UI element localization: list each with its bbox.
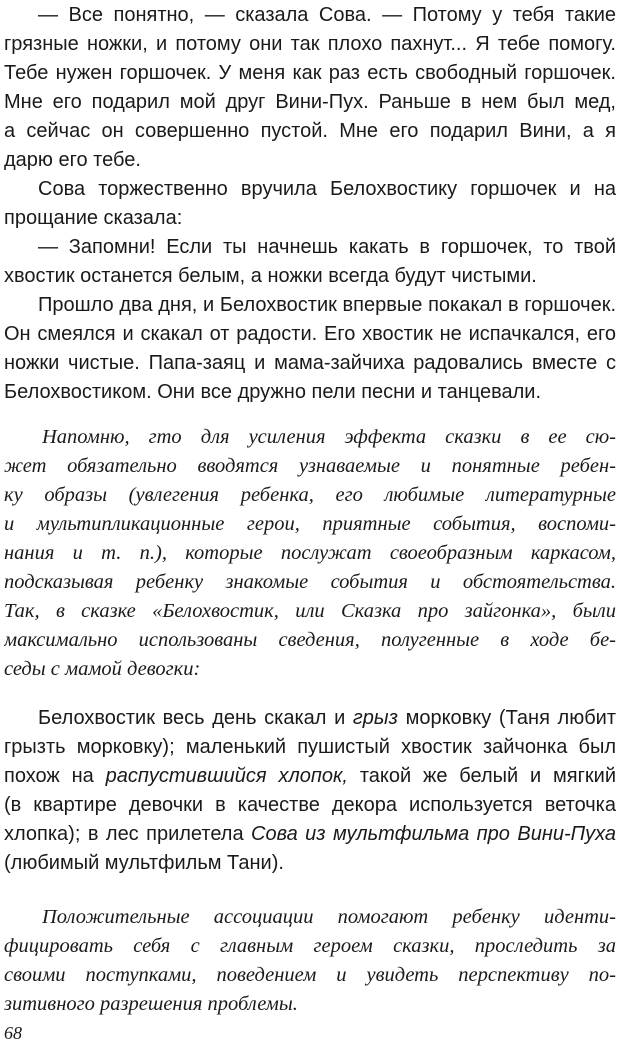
text-line: прощание сказала: (4, 207, 183, 229)
text-line: хвостик останется белым, а ножки всегда будут чистыми. (4, 265, 537, 287)
text-line: — Все понятно, — сказала Сова. — Потому у тебя такие (38, 4, 616, 26)
comment-line: Так, в сказке «Белохвостик, или Сказка про зайгонка», были (4, 600, 616, 622)
text-line: Белохвостиком. Они все дружно пели песни и танцевали. (4, 381, 542, 403)
comment-line: Напомню, гто для усиления эффекта сказки в ее сю- (42, 426, 616, 448)
text-line: Прошло два дня, и Белохвостик впервые покакал в горшочек. (38, 294, 616, 316)
comment-line: жет обязательно вводятся узнаваемые и понятные ребен- (4, 455, 616, 477)
text-line: хлопка); в лес прилетела Сова из мультфильма про Вини-Пуха (4, 823, 616, 845)
comment-line: фицировать себя с главным героем сказки, проследить за (4, 935, 616, 957)
text-line: Сова торжественно вручила Белохвостику горшочек и на (38, 178, 616, 200)
text-line: — Запомни! Если ты начнешь какать в горшочек, то твой (38, 236, 616, 258)
comment-line: максимально использованы сведения, полугенные в ходе бе- (4, 629, 616, 651)
text-line: ножки чистые. Папа-заяц и мама-зайчиха радовались вместе с (4, 352, 616, 374)
text-line: Мне его подарил мой друг Вини-Пух. Раньше в нем был мед, (4, 91, 616, 113)
text-line: грызть морковку); маленький пушистый хвостик зайчонка был (4, 736, 616, 758)
text-line: (любимый мультфильм Тани). (4, 852, 284, 874)
comment-line: подсказывая ребенку знакомые события и обстоятельства. (4, 571, 616, 593)
page-number: 68 (4, 1023, 22, 1043)
comment-line: зитивного разрешения проблемы. (4, 993, 298, 1015)
text-line: грязные ножки, и потому они так плохо пахнут... Я тебе помогу. (4, 33, 616, 55)
text-line: похож на распустившийся хлопок, такой же белый и мягкий (4, 765, 616, 787)
text-line: (в квартире девочки в качестве декора используется веточка (4, 794, 616, 816)
comment-line: ку образы (увлегения ребенка, его любимые литературные (4, 484, 616, 506)
text-line: Он смеялся и скакал от радости. Его хвостик не испачкался, его (4, 323, 616, 345)
text-line: а сейчас он совершенно пустой. Мне его подарил Вини, а я (4, 120, 616, 142)
comment-line: своими поступками, поведением и увидеть перспективу по- (4, 964, 616, 986)
comment-line: Положительные ассоциации помогают ребенку иденти- (42, 906, 616, 928)
text-line: Тебе нужен горшочек. У меня как раз есть свободный горшочек. (4, 62, 616, 84)
comment-line: и мультипликационные герои, приятные события, воспоми- (4, 513, 616, 535)
text-line: Белохвостик весь день скакал и грыз морковку (Таня любит (38, 707, 616, 729)
comment-line: седы с мамой девогки: (4, 658, 201, 680)
text-line: дарю его тебе. (4, 149, 141, 171)
comment-line: нания и т. п.), которые послужат своеобразным каркасом, (4, 542, 616, 564)
